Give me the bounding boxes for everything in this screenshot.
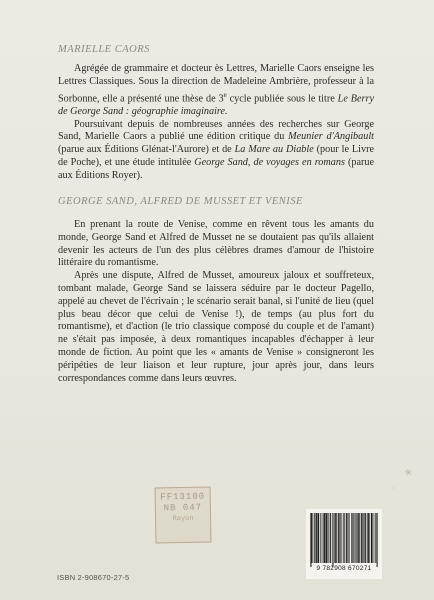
barcode-bar — [320, 513, 321, 563]
barcode-bar — [310, 513, 311, 567]
barcode-bar — [368, 513, 369, 563]
barcode-bar — [327, 513, 328, 563]
barcode-bar — [335, 513, 336, 563]
stamp-number: NB 047 — [163, 502, 203, 514]
barcode-bar — [353, 513, 354, 563]
barcode-bar — [371, 513, 372, 563]
barcode-bar — [323, 513, 324, 563]
barcode-bar — [371, 513, 372, 563]
barcode-bar — [318, 513, 319, 563]
barcode-bar — [373, 513, 374, 563]
barcode-bar — [355, 513, 356, 563]
barcode-bar — [325, 513, 326, 563]
stamp-label: Rayon — [172, 514, 194, 524]
barcode-bar — [345, 513, 346, 563]
barcode-bar — [361, 513, 362, 563]
barcode-bar — [339, 513, 340, 563]
barcode-bar — [323, 513, 324, 563]
barcode-bar — [351, 513, 352, 563]
barcode-bar — [355, 513, 356, 563]
barcode-bar — [332, 513, 333, 567]
barcode-bar — [365, 513, 366, 563]
barcode-bar — [331, 513, 332, 563]
barcode-bar — [364, 513, 365, 563]
barcode-bar — [334, 513, 335, 563]
barcode-bar — [359, 513, 360, 563]
barcode-bar — [360, 513, 361, 563]
barcode-bar — [318, 513, 319, 563]
barcode-bar — [363, 513, 364, 563]
barcode-bar — [369, 513, 370, 563]
barcode-digits: 9 782908 670271 — [316, 565, 372, 572]
book-heading: GEORGE SAND, ALFRED DE MUSSET ET VENISE — [58, 196, 303, 207]
barcode-bar — [312, 513, 313, 563]
author-heading: MARIELLE CAORS — [58, 44, 150, 55]
barcode-bar — [330, 513, 331, 563]
barcode-bar — [340, 513, 341, 563]
scratch-mark-icon: · — [392, 484, 395, 493]
barcode-bar — [341, 513, 342, 563]
barcode-bar — [358, 513, 359, 563]
barcode-bar — [363, 513, 364, 563]
barcode-bar — [370, 513, 371, 563]
barcode-bar — [368, 513, 369, 563]
barcode-bar — [347, 513, 348, 563]
barcode-bar — [343, 513, 344, 563]
barcode-bar — [357, 513, 358, 563]
barcode-bar — [340, 513, 341, 563]
barcode-bar — [356, 513, 357, 563]
barcode-bar — [326, 513, 327, 563]
barcode-bar — [337, 513, 338, 563]
barcode-bar — [365, 513, 366, 563]
barcode-bar — [321, 513, 322, 563]
barcode-bar — [317, 513, 318, 563]
barcode-bar — [362, 513, 363, 563]
barcode-bar — [317, 513, 318, 563]
barcode-bar — [333, 513, 334, 567]
barcode-bar — [367, 513, 368, 563]
scratch-mark-icon: ✳ — [402, 466, 415, 481]
barcode-bar — [353, 513, 354, 563]
barcode-bars — [310, 513, 378, 569]
barcode-bar — [372, 513, 373, 563]
barcode-bar — [338, 513, 339, 563]
barcode-bar — [348, 513, 349, 563]
book-summary — [58, 219, 374, 385]
barcode-bar — [335, 513, 336, 563]
barcode-bar — [324, 513, 325, 563]
library-stamp — [155, 487, 212, 544]
barcode-bar — [311, 513, 312, 563]
barcode-bar — [325, 513, 326, 563]
barcode-bar — [314, 513, 315, 563]
barcode-bar — [311, 513, 312, 567]
author-bio — [58, 63, 374, 183]
barcode-bar — [314, 513, 315, 563]
barcode-bar — [336, 513, 337, 563]
barcode-bar — [346, 513, 347, 563]
barcode-bar — [375, 513, 376, 563]
barcode-bar — [358, 513, 359, 563]
summary-paragraph-1: En prenant la route de Venise, comme en rêvent tous les amants du monde, George Sand et Alfred de Musset ne se doutaient pas qu'ils allaient devenir les acteurs de l'un des plus célèbres drames d'amour de l'histoire littéraire du romantisme. — [58, 219, 374, 269]
barcode-bar — [352, 513, 353, 563]
bio-paragraph-2: Poursuivant depuis de nombreuses années des recherches sur George Sand, Marielle Caors a publié une édition critique du Meunier d'Angibault (parue aux Éditions Glénat-l'Aurore) et de La Mare au Diable (pour le Livre de Poche), et une étude intitulée George Sand, de voyages en romans (parue aux Éditions Royer). — [58, 118, 374, 181]
barcode-bar — [316, 513, 317, 563]
isbn-text: ISBN 2-908670-27-5 — [57, 573, 130, 582]
barcode-bar — [315, 513, 316, 563]
barcode-bar — [326, 513, 327, 563]
barcode-bar — [328, 513, 329, 563]
barcode-bar — [349, 513, 350, 563]
barcode-bar — [330, 513, 331, 563]
barcode-bar — [377, 513, 378, 567]
summary-paragraph-2: Après une dispute, Alfred de Musset, amoureux jaloux et souffreteux, tombant malade, George Sand se laissera séduire par le docteur Pagello, appelé au chevet de l'écrivain ; le scénario serait banal, si l'unité de lieu (quel plus beau décor que celui de Venise !), de temps (au plus fort du romantisme), et d'action (le trio classique composé du couple et de l'amant) ne s'était pas imposée, à deux romantiques incapables d'échapper à leur monde de fiction. Au point que les « amants de Venise » consigneront les péripéties de leur liaison et leur rupture, jour après jour, dans leurs correspondances comme dans leurs œuvres. — [58, 270, 374, 384]
stamp-code: FF13100 — [160, 491, 206, 503]
barcode-bar — [347, 513, 348, 563]
bio-paragraph-1: Agrégée de grammaire et docteur ès Lettres, Marielle Caors enseigne les Lettres Classiques. Sous la direction de Madeleine Ambrière, professeur à la Sorbonne, elle a présenté une thèse de 3e cycle publiée sous le titre Le Berry de George Sand : géographie imaginaire. — [58, 63, 374, 117]
barcode-bar — [344, 513, 345, 563]
barcode-bar — [376, 513, 377, 563]
